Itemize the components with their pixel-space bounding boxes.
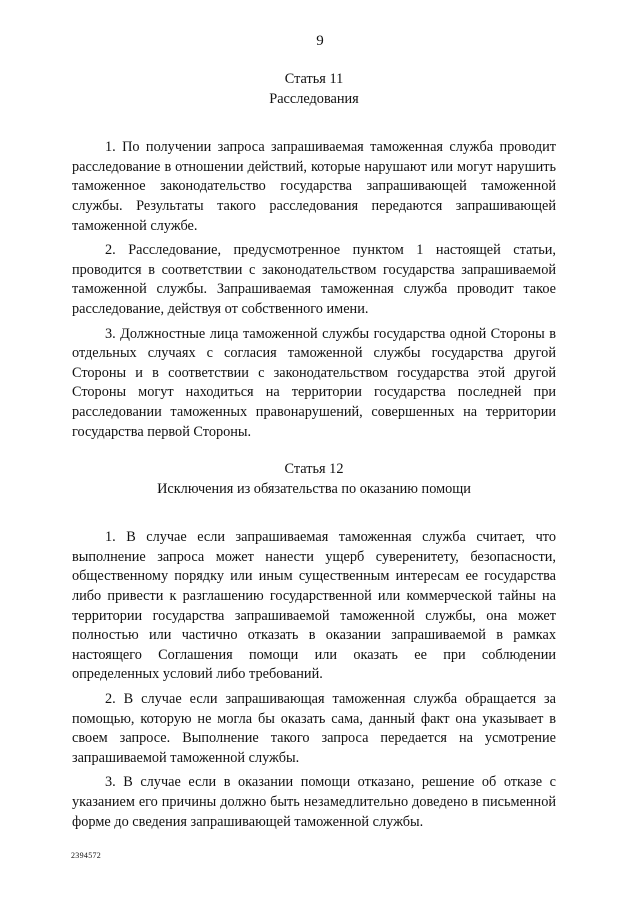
article-12 <box>72 460 556 832</box>
article-11-title: Расследования <box>269 90 359 107</box>
article-11-paragraph-3: 3. Должностные лица таможенной службы государства одной Стороны в отдельных случаях с согласия таможенной службы государства другой Стороны и в соответствии с законодательством государства этой другой Стороны могут находиться на территории государства последней при расследовании таможенных правонарушений, совершенных на территории государства первой Стороны. <box>72 325 556 440</box>
footer-code: 2394572 <box>71 851 102 860</box>
article-11-paragraph-1: 1. По получении запроса запрашиваемая таможенная служба проводит расследование в отношении действий, которые нарушают или могут нарушить таможенное законодательство государства запрашивающей таможенной службы. Результаты такого расследования передаются запрашивающей таможенной службе. <box>72 139 556 234</box>
article-11-paragraph-2: 2. Расследование, предусмотренное пунктом 1 настоящей статьи, проводится в соответствии с законодательством государства запрашиваемой таможенной службы. Запрашиваемая таможенная служба проводит такое расследование, действуя от собственного имени. <box>72 242 556 317</box>
page-number: 9 <box>316 33 324 49</box>
article-12-title: Исключения из обязательства по оказанию помощи <box>157 480 471 497</box>
article-11-number: Статья 11 <box>284 71 344 87</box>
article-12-paragraph-3: 3. В случае если в оказании помощи отказано, решение об отказе с указанием его причины должно быть незамедлительно доведено в письменной форме до сведения запрашивающей таможенной службы. <box>72 774 556 830</box>
article-12-paragraph-1: 1. В случае если запрашиваемая таможенная служба считает, что выполнение запроса может нанести ущерб суверенитету, безопасности, общественному порядку или иным существенным интересам ее государства либо привести к разглашению государственной или коммерческой тайны на территории государства запрашиваемой таможенной службы, она может полностью или частично отказать в оказании запрашиваемой в рамках настоящего Соглашения помощи или оказать ее при соблюдении определенных условий либо требований. <box>72 529 556 683</box>
document-body <box>72 70 556 837</box>
article-11 <box>72 70 556 442</box>
article-12-number: Статья 12 <box>284 461 344 478</box>
article-12-paragraph-2: 2. В случае если запрашивающая таможенная служба обращается за помощью, которую не могла бы оказать сама, данный факт она указывает в своем запросе. Выполнение такого запроса передается на усмотрение запрашиваемой таможенной службы. <box>72 691 556 766</box>
